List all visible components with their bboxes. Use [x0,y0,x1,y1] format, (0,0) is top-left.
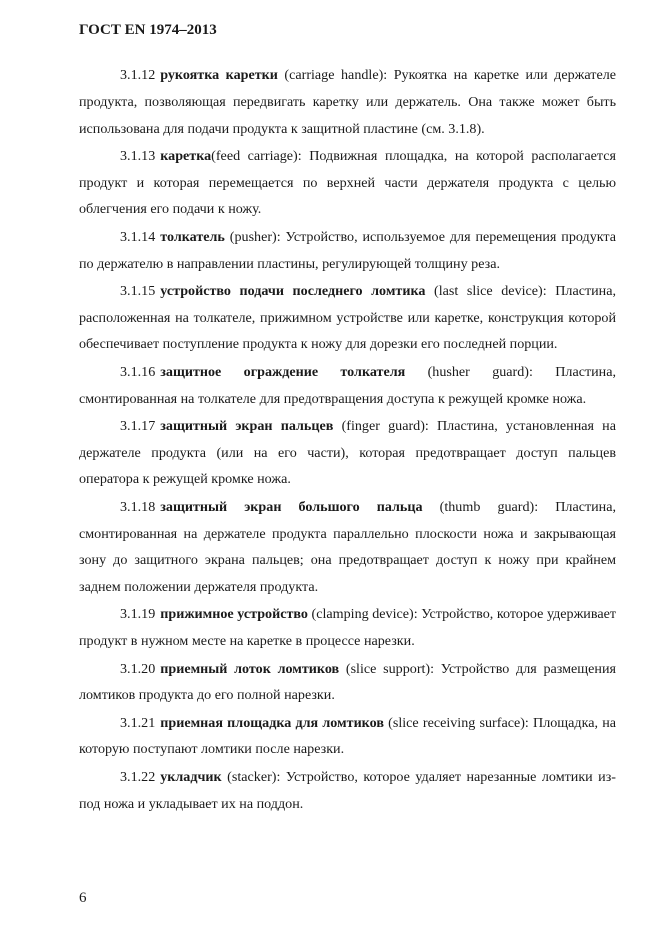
clause-number: 3.1.17 [120,417,156,434]
clause-number: 3.1.13 [120,147,156,164]
definition-text: (feed carriage): Подвижная площадка, на которой располагается продукт и которая перемещается по верхней части держателя продукта с целью облегчения его подачи к ножу. [79,147,616,218]
definition-3-1-13 [79,143,616,223]
term: защитное ограждение толкателя [160,363,406,380]
definition-text: (stacker): Устройство, которое удаляет нарезанные ломтики из-под ножа и укладывает их на поддон. [79,768,616,812]
term: защитный экран большого пальца [160,498,423,515]
term: прижимное устройство [160,606,308,623]
definition-3-1-12 [79,62,616,142]
definition-3-1-14 [79,224,616,278]
definition-text: (finger guard): Пластина, установленная на держателе продукта (или на его части), которая предотвращает доступ пальцев оператора к режущей кромке ножа. [79,417,616,488]
definition-text: (slice receiving surface): Площадка, на которую поступают ломтики после нарезки. [79,714,616,758]
definition-3-1-18 [79,494,616,601]
definitions-section [79,62,616,818]
term: приемная площадка для ломтиков [160,714,384,731]
clause-number: 3.1.15 [120,282,156,299]
definition-text: (thumb guard): Пластина, смонтированная на держателе продукта параллельно плоскости ножа и закрывающая зону до защитного экрана пальцев; она предотвращает доступ к ножу при крайнем заднем положении держателя продукта. [79,498,616,596]
definition-text: (slice support): Устройство для размещения ломтиков продукта до его полной нарезки. [79,660,616,704]
clause-number: 3.1.18 [120,498,156,515]
document-header: ГОСТ EN 1974–2013 [79,22,217,38]
definition-text: (carriage handle): Рукоятка на каретке или держателе продукта, позволяющая передвигать каретку или держатель. Она также может быть использована для подачи продукта к защитной пластине (см. 3.1.8). [79,67,616,137]
clause-number: 3.1.12 [120,67,156,83]
definition-3-1-22 [79,764,616,818]
clause-number: 3.1.20 [120,660,156,677]
term: приемный лоток ломтиков [160,660,340,677]
clause-number: 3.1.21 [120,714,156,731]
term: рукоятка каретки [160,67,278,83]
term: защитный экран пальцев [160,417,334,434]
definition-text: (last slice device): Пластина, расположенная на толкателе, прижимном устройстве или каретке, конструкция которой обеспечивает поступление продукта к ножу для дорезки его последней порции. [79,282,616,353]
clause-number: 3.1.14 [120,228,156,245]
term: устройство подачи последнего ломтика [160,282,426,299]
definition-3-1-19 [79,601,616,655]
clause-number: 3.1.22 [120,768,156,785]
term: каретка [160,147,212,164]
term: толкатель [160,228,225,245]
definition-text: (clamping device): Устройство, которое удерживает продукт в нужном месте на каретке в процессе нарезки. [79,606,616,650]
definition-3-1-15 [79,278,616,358]
definition-text: (pusher): Устройство, используемое для перемещения продукта по держателю в направлении пластины, регулирующей толщину реза. [79,228,616,272]
definition-3-1-20 [79,656,616,710]
definition-text: (husher guard): Пластина, смонтированная на толкателе для предотвращения доступа к режущей кромке ножа. [79,363,616,407]
definition-3-1-17 [79,413,616,493]
term: укладчик [160,768,222,785]
definition-3-1-16 [79,359,616,413]
definition-3-1-21 [79,710,616,764]
page-number: 6 [79,890,87,906]
clause-number: 3.1.16 [120,363,156,380]
clause-number: 3.1.19 [120,606,156,623]
